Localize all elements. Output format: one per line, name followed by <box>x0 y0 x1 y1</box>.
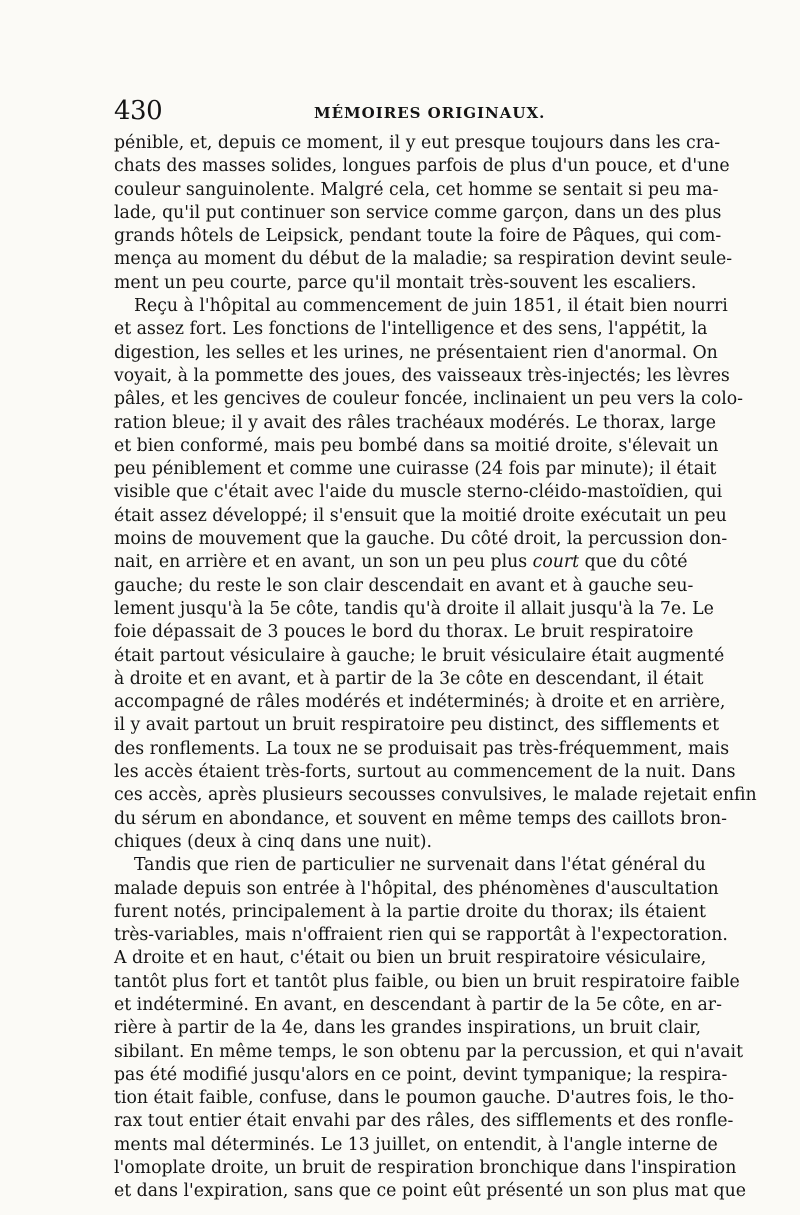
text-line: ces accès, après plusieurs secousses convulsives, le malade rejetait enfin <box>114 785 757 806</box>
text-line: rax tout entier était envahi par des râles, des sifflements et des ronfle- <box>114 1111 734 1132</box>
text-line: rière à partir de la 4e, dans les grandes inspirations, un bruit clair, <box>114 1018 701 1039</box>
text-line: était partout vésiculaire à gauche; le bruit vésiculaire était augmenté <box>114 645 725 666</box>
text-line: voyait, à la pommette des joues, des vaisseaux très-injectés; les lèvres <box>114 365 730 386</box>
text-line: chiques (deux à cinq dans une nuit). <box>114 831 433 852</box>
text-line: ments mal déterminés. Le 13 juillet, on entendit, à l'angle interne de <box>114 1134 718 1155</box>
text-segment: que du côté <box>584 552 688 573</box>
text-line: pénible, et, depuis ce moment, il y eut presque toujours dans les cra- <box>114 133 721 153</box>
text-line: l'omoplate droite, un bruit de respiration bronchique dans l'inspiration <box>114 1158 737 1179</box>
text-line: digestion, les selles et les urines, ne présentaient rien d'anormal. On <box>114 342 718 363</box>
emphasis-word: court <box>532 552 580 573</box>
text-line: du sérum en abondance, et souvent en même temps des caillots bron- <box>114 808 727 829</box>
text-line: chats des masses solides, longues parfois de plus d'un pouce, et d'une <box>114 156 730 177</box>
text-line: gauche; du reste le son clair descendait en avant et à gauche seu- <box>114 575 694 596</box>
text-line: ration bleue; il y avait des râles trachéaux modérés. Le thorax, large <box>114 412 717 433</box>
text-line: mença au moment du début de la maladie; sa respiration devint seule- <box>114 249 733 270</box>
text-segment: nait, en arrière et en avant, un son un peu plus <box>114 552 528 573</box>
text-line: les accès étaient très-forts, surtout au commencement de la nuit. Dans <box>114 762 736 783</box>
text-line: grands hôtels de Leipsick, pendant toute la foire de Pâques, qui com- <box>114 226 722 247</box>
text-line: des ronflements. La toux ne se produisait pas très-fréquemment, mais <box>114 738 730 759</box>
page-header <box>114 96 686 128</box>
text-line: et bien conformé, mais peu bombé dans sa moitié droite, s'élevait un <box>114 435 719 456</box>
text-line: pâles, et les gencives de couleur foncée, inclinaient un peu vers la colo- <box>114 389 744 410</box>
text-line: A droite et en haut, c'était ou bien un bruit respiratoire vésiculaire, <box>114 948 707 969</box>
text-line: foie dépassait de 3 pouces le bord du thorax. Le bruit respiratoire <box>114 622 694 643</box>
text-line: tion était faible, confuse, dans le poumon gauche. D'autres fois, le tho- <box>114 1088 734 1109</box>
text-line: furent notés, principalement à la partie droite du thorax; ils étaient <box>114 901 706 922</box>
text-line: moins de mouvement que la gauche. Du côté droit, la percussion don- <box>114 529 728 550</box>
text-line: sibilant. En même temps, le son obtenu par la percussion, et qui n'avait <box>114 1041 744 1062</box>
text-line: pas été modifié jusqu'alors en ce point, devint tympanique; la respira- <box>114 1064 728 1085</box>
text-line: visible que c'était avec l'aide du muscle sterno-cléido-mastoïdien, qui <box>114 482 723 503</box>
text-line: peu péniblement et comme une cuirasse (24 fois par minute); il était <box>114 459 717 480</box>
text-line: Tandis que rien de particulier ne survenait dans l'état général du <box>134 855 706 876</box>
text-line-with-emphasis <box>114 551 686 574</box>
page-number: 430 <box>114 96 163 126</box>
text-line: et indéterminé. En avant, en descendant à partir de la 5e côte, en ar- <box>114 994 722 1015</box>
text-line: ment un peu courte, parce qu'il montait très-souvent les escaliers. <box>114 272 697 293</box>
body-text <box>114 132 757 1204</box>
text-line: accompagné de râles modérés et indéterminés; à droite et en arrière, <box>114 692 726 713</box>
text-line: il y avait partout un bruit respiratoire peu distinct, des sifflements et <box>114 715 720 736</box>
text-line: était assez développé; il s'ensuit que la moitié droite exécutait un peu <box>114 505 727 526</box>
text-line: très-variables, mais n'offraient rien qui se rapportât à l'expectoration. <box>114 925 728 946</box>
text-line: lement jusqu'à la 5e côte, tandis qu'à droite il allait jusqu'à la 7e. Le <box>114 598 714 619</box>
text-line: et assez fort. Les fonctions de l'intelligence et des sens, l'appétit, la <box>114 319 708 340</box>
text-line: couleur sanguinolente. Malgré cela, cet homme se sentait si peu ma- <box>114 179 719 200</box>
text-line: à droite et en avant, et à partir de la 3e côte en descendant, il était <box>114 668 704 689</box>
text-line: Reçu à l'hôpital au commencement de juin 1851, il était bien nourri <box>134 296 728 317</box>
text-line: et dans l'expiration, sans que ce point eût présenté un son plus mat que <box>114 1181 746 1202</box>
text-line: malade depuis son entrée à l'hôpital, des phénomènes d'auscultation <box>114 878 719 899</box>
running-head: MÉMOIRES ORIGINAUX. <box>314 104 546 122</box>
text-line: tantôt plus fort et tantôt plus faible, ou bien un bruit respiratoire faible <box>114 971 740 992</box>
text-line: lade, qu'il put continuer son service comme garçon, dans un des plus <box>114 202 722 223</box>
